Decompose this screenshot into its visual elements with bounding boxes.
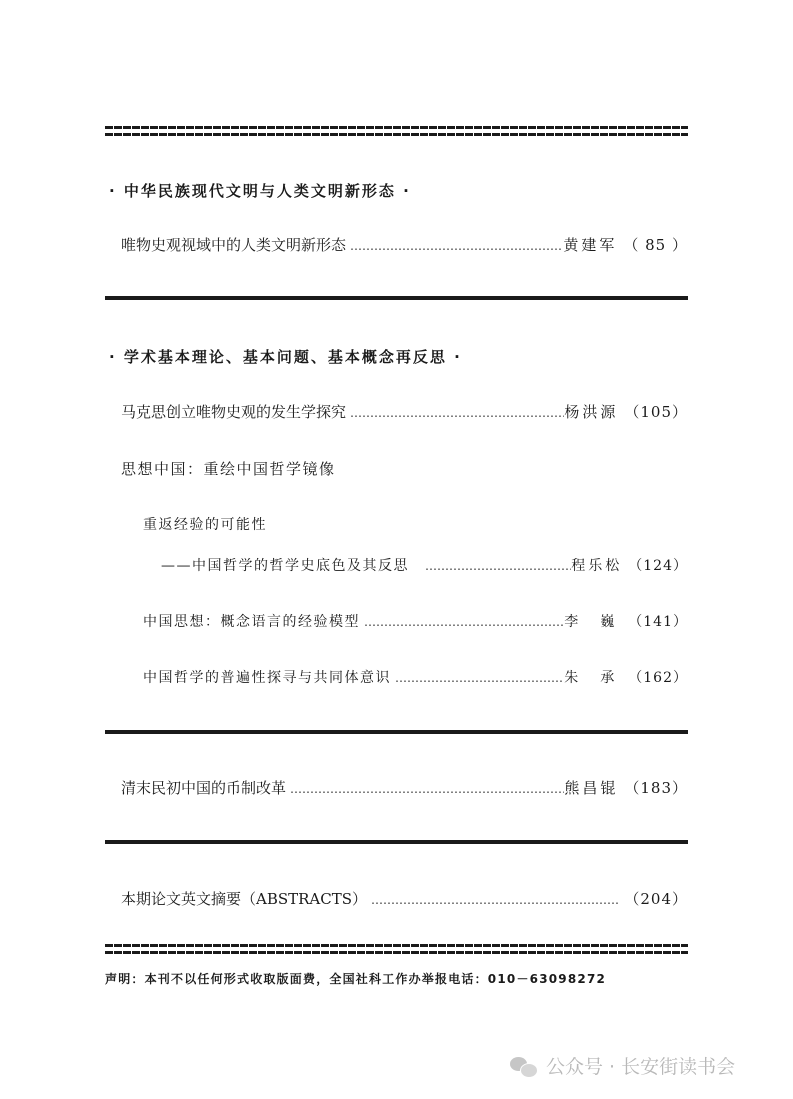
entry-page: （ 85 ）: [623, 236, 688, 254]
entry-title: 中国思想：概念语言的经验模型: [143, 614, 360, 630]
section-title-theory: · 学术基本理论、基本问题、基本概念再反思 ·: [109, 348, 462, 366]
entry-author: 黄建军: [563, 236, 618, 254]
toc-entry[interactable]: [121, 401, 688, 422]
entry-title: ——中国哲学的哲学史底色及其反思: [161, 558, 409, 574]
section-divider: [105, 296, 688, 300]
section-title-civilization: · 中华民族现代文明与人类文明新形态 ·: [109, 182, 411, 200]
toc-sub-entry[interactable]: [143, 667, 688, 687]
toc-entry[interactable]: [121, 777, 688, 798]
entry-page: （124）: [628, 558, 688, 574]
entry-title: 中国哲学的普遍性探寻与共同体意识: [143, 670, 391, 686]
watermark-text: 公众号 · 长安街读书会: [546, 1056, 736, 1078]
entry-title: 清末民初中国的币制改革: [121, 779, 287, 797]
dot-leader: [346, 406, 564, 420]
dot-leader: [286, 782, 564, 796]
entry-page: （162）: [628, 670, 688, 686]
entry-author: 杨洪源: [564, 403, 619, 421]
entry-title: 唯物史观视域中的人类文明新形态: [121, 236, 347, 254]
group-sub-title: 重返经验的可能性: [143, 517, 267, 533]
notice-text: 声明：本刊不以任何形式收取版面费，全国社科工作办举报电话：010－63098272: [105, 972, 607, 986]
toc-entry[interactable]: [121, 234, 688, 255]
group-title: 思想中国：重绘中国哲学镜像: [121, 460, 336, 478]
watermark: [510, 1052, 735, 1079]
entry-author: 朱承: [564, 670, 637, 686]
section-divider: [105, 730, 688, 734]
dot-leader: [360, 615, 564, 629]
dot-leader: [367, 893, 618, 907]
dot-leader: [409, 559, 571, 573]
section-divider: [105, 840, 688, 844]
toc-sub-entry[interactable]: [161, 555, 688, 575]
dot-leader: [391, 671, 564, 685]
entry-author: 熊昌锟: [564, 779, 619, 797]
entry-author: 李巍: [564, 614, 637, 630]
entry-page: （141）: [628, 614, 688, 630]
bottom-double-rule: [105, 944, 688, 954]
entry-title: 本期论文英文摘要（ABSTRACTS）: [121, 890, 368, 908]
entry-page: （105）: [624, 403, 688, 421]
entry-title: 马克思创立唯物史观的发生学探究: [121, 403, 347, 421]
wechat-icon: [510, 1055, 538, 1077]
toc-entry[interactable]: [121, 888, 688, 909]
top-double-rule: [105, 126, 688, 136]
entry-page: （183）: [624, 779, 688, 797]
entry-author: 程乐松: [571, 558, 623, 574]
entry-page: （204）: [624, 890, 688, 908]
dot-leader: [346, 239, 563, 253]
toc-sub-entry[interactable]: [143, 611, 688, 631]
